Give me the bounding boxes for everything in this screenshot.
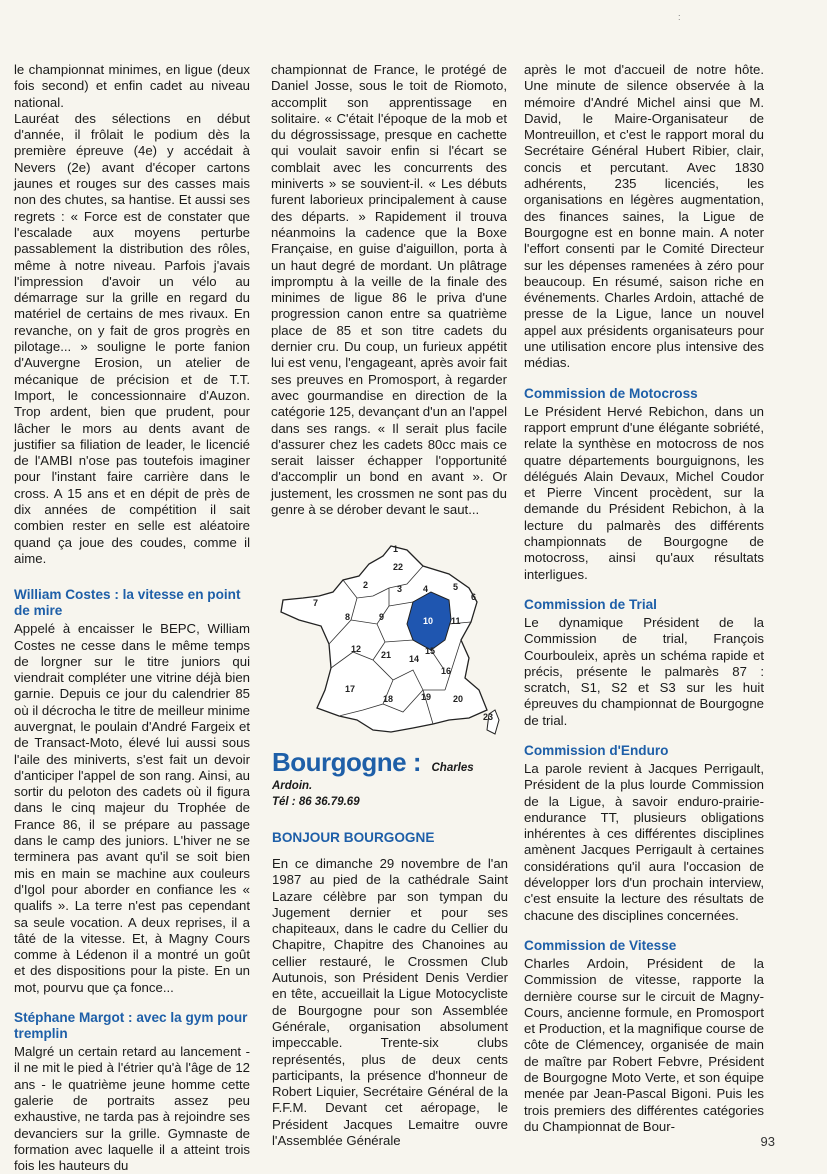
region-title: Bourgogne :: [272, 747, 422, 777]
map-number: 12: [351, 644, 362, 654]
map-number: 5: [453, 582, 459, 592]
map-number: 22: [393, 562, 404, 572]
map-number: 4: [423, 584, 429, 594]
map-number: 2: [363, 580, 369, 590]
map-number: 14: [409, 654, 420, 664]
section-heading-motocross: Commission de Motocross: [524, 385, 698, 401]
map-number: 18: [383, 694, 394, 704]
paragraph: Appelé à encaisser le BEPC, William Costes ne cesse dans le même temps de lorgner sur le titre juniors qui viendrait compléter une vitrine déjà bien garnie. Depuis ce jour du calendrier 85 où il décrocha le titre de meilleur minime auvergnat, le poulain d'André Fargeix et de Transact-Moto, élevé lui aussi sous l'aile des miniverts, s'est fait un devoir d'anticiper l'appel de son rang. Ainsi, au sortir du peloton des cadets où il figura dans le cinq majeur du Trophée de France 86, il se prépare au passage dans le camp des juniors. L'hiver ne se terminera pas avant qu'il se soit bien mis en main se machine aux couleurs d'Igol pour aborder en confiance les « qualifs ». La terre n'est pas cependant sa seule vocation. A deux reprises, il a tâté de la vitesse. Et, à Magny Cours comme à Lédenon il a montré un goût et des dispositions pour la piste. En un mot, pourvu que ça fonce...: [14, 621, 251, 995]
map-number: 19: [421, 692, 432, 702]
map-number: 3: [397, 584, 403, 594]
map-number: 8: [345, 612, 351, 622]
paragraph: après le mot d'accueil de notre hôte. Une minute de silence observée à la mémoire d'André Michel ainsi que M. David, le Maire-Organisateur de Montreuillon, et c'est le rapport moral du Secrétaire Général Hubert Ribier, clair, concis et percutant. Avec 1830 adhérents, 235 licenciés, les organisations en légères augmentation, des finances saines, la Ligue de Bourgogne est en bonne main. A noter l'effort consenti par le Comité Directeur sur les dépenses ramenées à zéro pour beaucoup. En résumé, saison riche en événements. Charles Ardoin, attaché de presse de la Ligue, lance un nouvel appel aux présidents organisateurs pour une utilisation encore plus intensive des médias.: [524, 62, 764, 371]
page-number: 93: [760, 1134, 775, 1149]
map-number: 11: [451, 616, 461, 626]
map-number: 16: [441, 666, 452, 676]
map-number: 20: [453, 694, 464, 704]
map-graphic: [273, 540, 505, 740]
column-2: [271, 62, 507, 518]
paragraph: En ce dimanche 29 novembre de l'an 1987 au pied de la cathédrale Saint Lazare célèbre par son tympan du Jugement dernier et pour ses chapiteaux, dans le cadre du Cellier du Chapitre, Chapitre des Chanoines au cellier restauré, le Crossmen Club Autunois, son Président Denis Verdier en tête, accueillait la Ligue Motocycliste de Bourgogne pour son Assemblée Générale, organisation absolument impeccable. Trente-six clubs représentés, plus de deux cents participants, la présence d'honneur de Robert Liquier, Secrétaire Général de la F.F.M. Devant cet aéropage, le Président Jacques Lemaitre ouvre l'Assemblée Générale: [272, 856, 508, 1149]
paragraph: Charles Ardoin, Président de la Commission de vitesse, rapporte la dernière course sur le circuit de Magny-Cours, ancienne formule, en Promosport et Production, et la magnifique course de côte de Clémencey, organisée de main de maître par Robert Febvre, Président de Bourgogne Moto Verte, et son équipe menée par Jean-Pascal Bigoni. Puis les trois premiers des différentes catégories du Championnat de Bour-: [524, 955, 764, 1134]
region-author: Charles Ardoin.: [272, 762, 474, 792]
paragraph: championnat de France, le protégé de Daniel Josse, sous le toit de Riomoto, accomplit son apprentissage en solitaire. « C'était l'époque de la mob et du dégrossissage, presque en cachette qui voulait savoir enfin si l'écart se comblait avec les concurrents des miniverts » se souvient-il. « Les débuts furent laborieux principalement à cause des départs. » Rapidement il trouva néanmoins la cadence que la Boxe Française, en guise d'aiguillon, porta à un haut degré de mordant. Un plâtrage impromptu à la veille de la finale des minimes de ligue 86 le priva d'une progression canon entre sa quatrième place de 85 et son titre cadets du dernier cru. Du coup, un furieux appétit lui est venu, l'engageant, après avoir fait ses preuves en Promosport, à regarder avec gourmandise en direction de la catégorie 125, devançant d'un an l'appel dans ses rangs. « Il serait plus facile d'assurer chez les cadets 80cc mais ce serait laisser échapper l'opportunité d'accomplir un bond en avant ». Or justement, les crossmen ne sont pas du genre à se dérober devant le saut...: [271, 62, 507, 518]
france-league-map: [273, 540, 505, 740]
section-heading-william-costes: William Costes : la vitesse en point de mire: [14, 587, 241, 619]
paragraph: Malgré un certain retard au lancement - il ne mit le pied à l'étrier qu'à l'âge de 12 ans - le quatrième jeune homme cette galerie de portraits assez peu exhaustive, ne tarda pas à rejoindre ses devanciers sur la grille. Gymnaste de formation avec laquelle il a atteint trois fois les hauteurs du: [14, 1044, 250, 1174]
paragraph: Lauréat des sélections en début d'année, il frôlait le podium dès la première épreuve (4e) y accédait à Nevers (2e) avant d'écoper cartons jaunes et rouges sur des casses mais non des chutes, sa hantise. Et aussi ses regrets : « Force est de constater que l'escalade aux moyens perturbe passablement la distribution des rôles, même à notre niveau. Parfois j'avais l'impression d'avoir un vélo au démarrage sur la grille en regard du matériel de certains de mes rivaux. En revanche, on y fait de gros progrès en pilotage... » souligne le porte fanion d'Auvergne Erosion, un atelier de mécanique de précision et de T.T. Import, le concessionnaire d'Auzon. Trop ardent, bien que prudent, pour lâcher le mors au dents avant de justifier sa filiation de leader, le licencié de l'AMBI n'ose pas toutefois imaginer pour l'instant faire carrière dans le cross. A 15 ans et en dépit de près de dix années de compétition il sait combien rester en selle est aléatoire quand ça joue des coudes, comme il aime.: [14, 110, 250, 566]
map-number: 1: [393, 544, 399, 554]
section-heading-vitesse: Commission de Vitesse: [524, 937, 677, 953]
section-heading-enduro: Commission d'Enduro: [524, 742, 669, 758]
paragraph: Le dynamique Président de la Commission de trial, François Courbouleix, après un schéma rapide et précis, présente le palmarès 87 : scratch, S1, S2 et S3 sur les huit épreuves du championnat de Bourgogne de trial.: [524, 614, 764, 728]
map-number: 7: [313, 598, 319, 608]
map-number: 23: [483, 712, 494, 722]
column-3: [524, 62, 764, 1135]
paragraph: Le Président Hervé Rebichon, dans un rapport emprunt d'une élégante sobriété, relate la synthèse en motocross de nos quatre départements bourguignons, les délégués Alain Devaux, Michel Coudor et Pierre Vincent procèdent, sur la demande du Président Rebichon, à la lecture du palmarès des différents championnats de Bourgogne de motocross, ainsi qu'aux résultats interligues.: [524, 403, 764, 582]
section-heading-stephane-margot: Stéphane Margot : avec la gym pour tremplin: [14, 1010, 248, 1042]
section-heading-bonjour-bourgogne: BONJOUR BOURGOGNE: [272, 830, 435, 845]
map-number: 21: [381, 650, 392, 660]
map-number: 6: [471, 592, 477, 602]
map-number: 9: [379, 612, 385, 622]
region-phone: Tél : 86 36.79.69: [272, 796, 360, 808]
speck: :: [678, 12, 681, 22]
region-contact: [272, 748, 508, 1149]
paragraph: le championnat minimes, en ligue (deux fois second) et enfin cadet au niveau national.: [14, 62, 250, 110]
column-1: [14, 62, 250, 1174]
section-heading-trial: Commission de Trial: [524, 596, 657, 612]
map-number: 10: [423, 616, 434, 626]
map-number: 15: [425, 646, 436, 656]
paragraph: La parole revient à Jacques Perrigault, Président de la plus lourde Commission de la Ligue, à savoir enduro-prairie- endurance TT, plusieurs obligations inhérentes à ces différentes disciplines amènent Jacques Perrigault à certaines considérations qu'il aura l'occasion de développer lors d'un prochain interview, c'est ensuite la lecture des résultats de chacune des disciplines concernées.: [524, 760, 764, 923]
map-number: 17: [345, 684, 356, 694]
